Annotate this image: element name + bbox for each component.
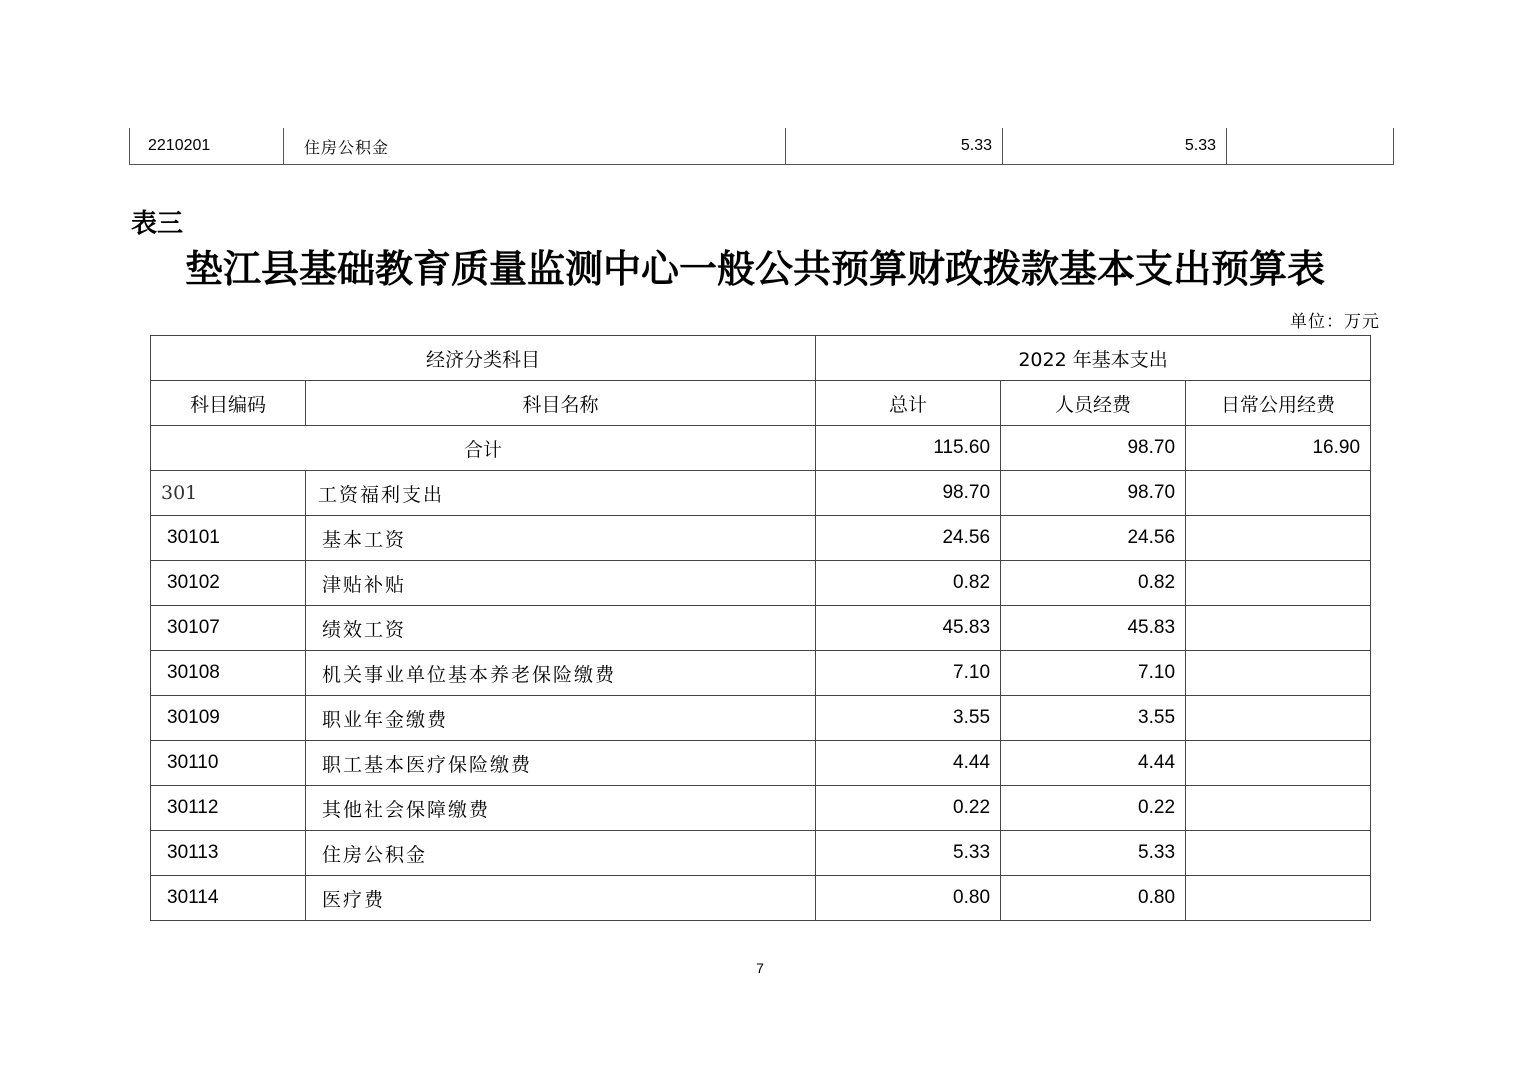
page-title: 垫江县基础教育质量监测中心一般公共预算财政拨款基本支出预算表 (184, 246, 1325, 291)
subject-name-cell: 医疗费 (306, 876, 816, 921)
public-cell (1186, 876, 1371, 921)
personnel-cell: 5.33 (1003, 128, 1227, 165)
total-cell: 98.70 (816, 471, 1001, 516)
table-row (151, 876, 1371, 921)
subject-name-cell: 基本工资 (306, 516, 816, 561)
subject-name-cell: 职工基本医疗保险缴费 (306, 741, 816, 786)
personnel-cell: 0.82 (1001, 561, 1186, 606)
summary-row (151, 426, 1371, 471)
personnel-cell: 4.44 (1001, 741, 1186, 786)
table-row (151, 741, 1371, 786)
subject-code-cell: 30102 (151, 561, 306, 606)
subject-code-cell: 30109 (151, 696, 306, 741)
header-row-columns (151, 381, 1371, 426)
summary-label: 合计 (151, 426, 816, 471)
personnel-cell: 5.33 (1001, 831, 1186, 876)
subject-name-cell: 津贴补贴 (306, 561, 816, 606)
total-cell: 7.10 (816, 651, 1001, 696)
name-column-header: 科目名称 (306, 381, 816, 426)
table-row (151, 471, 1371, 516)
public-cell (1227, 128, 1394, 165)
public-cell (1186, 651, 1371, 696)
subject-code-cell: 30101 (151, 516, 306, 561)
public-cell (1186, 831, 1371, 876)
econ-category-header: 经济分类科目 (151, 336, 816, 381)
subject-name-cell: 其他社会保障缴费 (306, 786, 816, 831)
personnel-cell: 45.83 (1001, 606, 1186, 651)
public-cell (1186, 516, 1371, 561)
page-number: 7 (756, 960, 764, 976)
personnel-cell: 24.56 (1001, 516, 1186, 561)
continuation-table (129, 128, 1394, 165)
table-row (151, 516, 1371, 561)
summary-public: 16.90 (1186, 426, 1371, 471)
subject-code-cell: 30110 (151, 741, 306, 786)
summary-personnel: 98.70 (1001, 426, 1186, 471)
subject-name-cell: 绩效工资 (306, 606, 816, 651)
public-column-header: 日常公用经费 (1186, 381, 1371, 426)
subject-name-cell: 职业年金缴费 (306, 696, 816, 741)
personnel-cell: 98.70 (1001, 471, 1186, 516)
public-cell (1186, 471, 1371, 516)
total-cell: 0.22 (816, 786, 1001, 831)
code-column-header: 科目编码 (151, 381, 306, 426)
summary-total: 115.60 (816, 426, 1001, 471)
total-cell: 45.83 (816, 606, 1001, 651)
personnel-cell: 0.80 (1001, 876, 1186, 921)
subject-code-cell: 30112 (151, 786, 306, 831)
public-cell (1186, 561, 1371, 606)
subject-code-cell: 301 (151, 471, 306, 516)
subject-name-cell: 住房公积金 (306, 831, 816, 876)
unit-label: 单位：万元 (1290, 312, 1380, 332)
subject-name-cell: 住房公积金 (284, 128, 786, 165)
public-cell (1186, 696, 1371, 741)
public-cell (1186, 786, 1371, 831)
header-row-top (151, 336, 1371, 381)
subject-code-cell: 30107 (151, 606, 306, 651)
table-row (130, 128, 1394, 165)
personnel-cell: 0.22 (1001, 786, 1186, 831)
table-row (151, 696, 1371, 741)
year-expense-header: 2022 年基本支出 (816, 336, 1371, 381)
total-cell: 0.80 (816, 876, 1001, 921)
personnel-column-header: 人员经费 (1001, 381, 1186, 426)
subject-name-cell: 机关事业单位基本养老保险缴费 (306, 651, 816, 696)
table-row (151, 606, 1371, 651)
total-cell: 5.33 (786, 128, 1003, 165)
total-cell: 5.33 (816, 831, 1001, 876)
total-cell: 24.56 (816, 516, 1001, 561)
total-column-header: 总计 (816, 381, 1001, 426)
table-number: 表三 (131, 209, 184, 239)
subject-code-cell: 30114 (151, 876, 306, 921)
subject-code-cell: 2210201 (130, 128, 284, 165)
public-cell (1186, 606, 1371, 651)
table-row (151, 831, 1371, 876)
public-cell (1186, 741, 1371, 786)
personnel-cell: 3.55 (1001, 696, 1186, 741)
table-row (151, 651, 1371, 696)
total-cell: 0.82 (816, 561, 1001, 606)
total-cell: 3.55 (816, 696, 1001, 741)
subject-code-cell: 30113 (151, 831, 306, 876)
subject-name-cell: 工资福利支出 (306, 471, 816, 516)
table-row (151, 786, 1371, 831)
total-cell: 4.44 (816, 741, 1001, 786)
table-row (151, 561, 1371, 606)
subject-code-cell: 30108 (151, 651, 306, 696)
personnel-cell: 7.10 (1001, 651, 1186, 696)
budget-table (150, 335, 1371, 921)
